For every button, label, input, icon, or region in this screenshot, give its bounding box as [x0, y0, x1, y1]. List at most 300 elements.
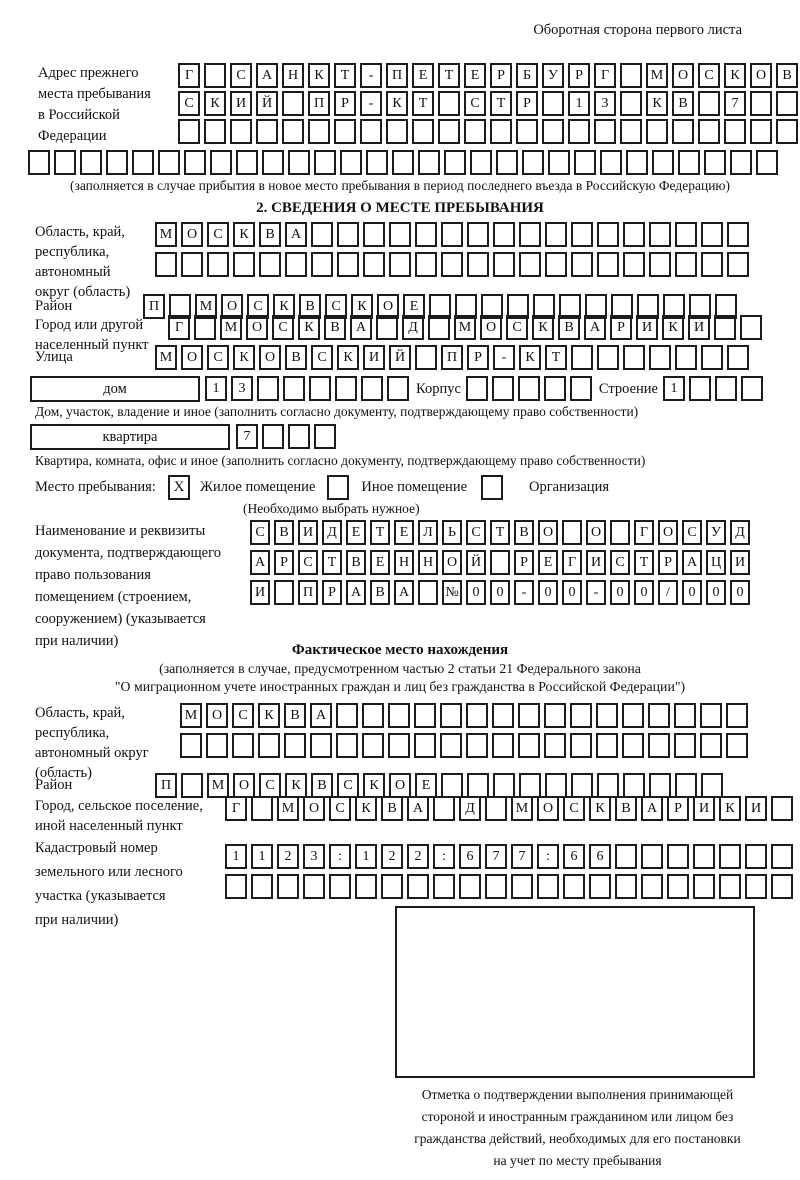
char-cell: [620, 63, 642, 88]
char-cell: -: [514, 580, 534, 605]
char-cell: Е: [415, 773, 437, 798]
char-cell: Н: [418, 550, 438, 575]
char-cell: [771, 844, 793, 869]
char-cell: [542, 91, 564, 116]
char-cell: И: [693, 796, 715, 821]
char-cell: [715, 376, 737, 401]
char-cell: [570, 733, 592, 758]
char-cell: [106, 150, 128, 175]
char-cell: П: [441, 345, 463, 370]
char-cell: О: [442, 550, 462, 575]
char-cell: [537, 874, 559, 899]
label-line: Город или другой: [35, 317, 144, 333]
char-cell: [340, 150, 362, 175]
char-cell: [519, 222, 541, 247]
char-cell: 3: [303, 844, 325, 869]
char-cell: [641, 874, 663, 899]
char-cell: В: [274, 520, 294, 545]
char-cell: [615, 844, 637, 869]
char-cell: В: [615, 796, 637, 821]
char-cell: [622, 733, 644, 758]
char-cell: [158, 150, 180, 175]
char-cell: [626, 150, 648, 175]
char-cell: [698, 119, 720, 144]
char-cell: 6: [459, 844, 481, 869]
char-cell: О: [750, 63, 772, 88]
char-cell: Р: [568, 63, 590, 88]
char-cell: О: [221, 294, 243, 319]
char-cell: 7: [724, 91, 746, 116]
char-cell: [700, 733, 722, 758]
label-line: республика,: [35, 244, 110, 260]
prev-address-row-3: [178, 119, 798, 144]
char-cell: [740, 315, 762, 340]
char-cell: [652, 150, 674, 175]
city-row: [168, 315, 762, 340]
char-cell: [362, 703, 384, 728]
char-cell: С: [329, 796, 351, 821]
char-cell: [251, 796, 273, 821]
char-cell: [571, 773, 593, 798]
char-cell: С: [250, 520, 270, 545]
char-cell: [467, 222, 489, 247]
char-cell: [615, 874, 637, 899]
char-cell: [674, 703, 696, 728]
char-cell: [771, 874, 793, 899]
char-cell: [511, 874, 533, 899]
char-cell: О: [259, 345, 281, 370]
char-cell: [597, 252, 619, 277]
char-cell: Р: [467, 345, 489, 370]
char-cell: Г: [178, 63, 200, 88]
label-line: земельного или лесного: [35, 864, 183, 880]
char-cell: Г: [562, 550, 582, 575]
char-cell: 6: [589, 844, 611, 869]
char-cell: [693, 844, 715, 869]
label-line: Наименование и реквизиты: [35, 523, 206, 539]
char-cell: [544, 733, 566, 758]
char-cell: А: [584, 315, 606, 340]
char-cell: Е: [538, 550, 558, 575]
actual-district-field: [35, 773, 800, 798]
char-cell: О: [246, 315, 268, 340]
char-cell: [571, 252, 593, 277]
char-cell: С: [466, 520, 486, 545]
char-cell: [496, 150, 518, 175]
char-cell: 1: [568, 91, 590, 116]
char-cell: Т: [490, 91, 512, 116]
char-cell: :: [329, 844, 351, 869]
char-cell: [387, 376, 409, 401]
char-cell: У: [706, 520, 726, 545]
char-cell: Г: [168, 315, 190, 340]
actual-location-title: Фактическое место нахождения: [291, 642, 509, 658]
char-cell: Г: [594, 63, 616, 88]
char-cell: [310, 733, 332, 758]
page-side-note: Оборотная сторона первого листа: [533, 22, 742, 38]
char-cell: [623, 252, 645, 277]
char-cell: [412, 119, 434, 144]
char-cell: А: [682, 550, 702, 575]
char-cell: 0: [682, 580, 702, 605]
char-cell: [181, 252, 203, 277]
char-cell: К: [337, 345, 359, 370]
char-cell: 1: [355, 844, 377, 869]
char-cell: [571, 222, 593, 247]
char-cell: [492, 376, 514, 401]
label-line: Область, край,: [35, 224, 125, 240]
char-cell: [704, 150, 726, 175]
char-cell: 7: [511, 844, 533, 869]
char-cell: О: [233, 773, 255, 798]
label-line: в Российской: [38, 107, 120, 123]
char-cell: [667, 844, 689, 869]
char-cell: [392, 150, 414, 175]
actual-location-subtitle-1: (заполняется в случае, предусмотренном частью 2 статьи 21 Федерального закона: [159, 661, 641, 676]
label-line: помещением (строением,: [35, 589, 192, 605]
actual-city-field: [35, 796, 800, 836]
apartment-field: [30, 424, 800, 450]
char-cell: :: [537, 844, 559, 869]
char-cell: Й: [256, 91, 278, 116]
char-cell: Е: [394, 520, 414, 545]
char-cell: А: [394, 580, 414, 605]
checkbox-residential-premises: X: [168, 475, 190, 500]
cadastral-row-2: [225, 874, 793, 899]
char-cell: [574, 150, 596, 175]
label-line: сооружением) (указывается: [35, 611, 206, 627]
prev-address-field: [38, 63, 800, 147]
char-cell: Т: [634, 550, 654, 575]
char-cell: [181, 773, 203, 798]
char-cell: [542, 119, 564, 144]
char-cell: [646, 119, 668, 144]
char-cell: В: [558, 315, 580, 340]
char-cell: [730, 150, 752, 175]
char-cell: Е: [412, 63, 434, 88]
char-cell: [233, 252, 255, 277]
char-cell: Р: [514, 550, 534, 575]
char-cell: [648, 703, 670, 728]
char-cell: [544, 376, 566, 401]
korpus-cells: [466, 376, 592, 401]
char-cell: С: [682, 520, 702, 545]
char-cell: [415, 345, 437, 370]
char-cell: С: [464, 91, 486, 116]
char-cell: [28, 150, 50, 175]
char-cell: [466, 376, 488, 401]
char-cell: Р: [658, 550, 678, 575]
char-cell: К: [363, 773, 385, 798]
char-cell: С: [259, 773, 281, 798]
char-cell: [336, 703, 358, 728]
char-cell: [719, 844, 741, 869]
label-line: право пользования: [35, 567, 151, 583]
char-cell: [236, 150, 258, 175]
char-cell: О: [181, 222, 203, 247]
char-cell: В: [381, 796, 403, 821]
char-cell: [597, 773, 619, 798]
char-cell: [284, 733, 306, 758]
document-row-2: [250, 550, 750, 575]
cadastral-row-1: [225, 844, 793, 869]
char-cell: [258, 733, 280, 758]
label-line: стороной и иностранным гражданином или лицом без: [421, 1109, 734, 1124]
char-cell: С: [230, 63, 252, 88]
char-cell: [492, 703, 514, 728]
apartment-type-box: квартира: [30, 424, 230, 450]
char-cell: О: [389, 773, 411, 798]
label-line: Город, сельское поселение,: [35, 798, 203, 814]
char-cell: [251, 874, 273, 899]
apartment-caption: Квартира, комната, офис и иное (заполнить согласно документу, подтверждающему право собственности): [35, 453, 646, 468]
confirmation-stamp-box: [395, 906, 755, 1078]
street-label: Улица: [35, 349, 73, 365]
char-cell: М: [454, 315, 476, 340]
char-cell: К: [285, 773, 307, 798]
char-cell: [745, 844, 767, 869]
char-cell: В: [324, 315, 346, 340]
char-cell: М: [646, 63, 668, 88]
char-cell: С: [610, 550, 630, 575]
stroenie-label: Строение: [598, 381, 658, 397]
char-cell: [428, 315, 450, 340]
char-cell: [363, 222, 385, 247]
char-cell: [568, 119, 590, 144]
char-cell: 2: [381, 844, 403, 869]
char-cell: [257, 376, 279, 401]
char-cell: С: [272, 315, 294, 340]
region-field: [35, 222, 800, 302]
actual-region-label: [35, 703, 180, 783]
char-cell: [337, 252, 359, 277]
char-cell: [285, 252, 307, 277]
char-cell: [225, 874, 247, 899]
char-cell: [545, 252, 567, 277]
char-cell: [388, 703, 410, 728]
char-cell: [262, 424, 284, 449]
char-cell: [597, 345, 619, 370]
char-cell: [620, 119, 642, 144]
char-cell: Т: [334, 63, 356, 88]
actual-region-row-1: [180, 703, 748, 728]
char-cell: С: [311, 345, 333, 370]
char-cell: [336, 733, 358, 758]
char-cell: Е: [403, 294, 425, 319]
char-cell: [259, 252, 281, 277]
char-cell: М: [511, 796, 533, 821]
residential-premises-label: Жилое помещение: [200, 479, 316, 495]
char-cell: [361, 376, 383, 401]
char-cell: О: [303, 796, 325, 821]
house-caption: Дом, участок, владение и иное (заполнить согласно документу, подтверждающему право собственности): [35, 404, 639, 419]
char-cell: К: [724, 63, 746, 88]
prev-address-label: [38, 63, 178, 147]
char-cell: [596, 703, 618, 728]
char-cell: Р: [516, 91, 538, 116]
char-cell: [674, 733, 696, 758]
char-cell: [466, 733, 488, 758]
stroenie-cells: [663, 376, 763, 401]
apartment-number-cells: [236, 424, 336, 449]
document-field: [35, 520, 800, 652]
char-cell: [649, 345, 671, 370]
char-cell: 0: [610, 580, 630, 605]
char-cell: Т: [490, 520, 510, 545]
char-cell: С: [178, 91, 200, 116]
char-cell: [545, 222, 567, 247]
char-cell: А: [346, 580, 366, 605]
char-cell: [441, 222, 463, 247]
label-line: иной населенный пункт: [35, 818, 183, 834]
char-cell: [418, 580, 438, 605]
char-cell: К: [351, 294, 373, 319]
actual-district-row: [155, 773, 723, 798]
label-line: Область, край,: [35, 705, 125, 721]
char-cell: [672, 119, 694, 144]
char-cell: [745, 874, 767, 899]
other-premises-label: Иное помещение: [361, 479, 468, 495]
char-cell: [675, 345, 697, 370]
label-line: документа, подтверждающего: [35, 545, 221, 561]
char-cell: В: [346, 550, 366, 575]
prev-address-row-4: [28, 150, 800, 175]
char-cell: 1: [251, 844, 273, 869]
char-cell: И: [298, 520, 318, 545]
char-cell: [589, 874, 611, 899]
char-cell: Г: [225, 796, 247, 821]
stay-type-field: [35, 475, 800, 500]
char-cell: [440, 703, 462, 728]
label-line: на учет по месту пребывания: [493, 1153, 662, 1168]
char-cell: К: [308, 63, 330, 88]
char-cell: [667, 874, 689, 899]
char-cell: Н: [282, 63, 304, 88]
char-cell: В: [311, 773, 333, 798]
actual-region-grid: [180, 703, 748, 758]
char-cell: [337, 222, 359, 247]
label-line: места пребывания: [38, 86, 151, 102]
char-cell: [388, 733, 410, 758]
char-cell: К: [258, 703, 280, 728]
char-cell: С: [325, 294, 347, 319]
char-cell: [415, 252, 437, 277]
char-cell: [492, 733, 514, 758]
char-cell: [493, 773, 515, 798]
char-cell: [414, 703, 436, 728]
char-cell: [490, 550, 510, 575]
label-line: округ (область): [35, 284, 131, 300]
char-cell: 0: [706, 580, 726, 605]
char-cell: [207, 252, 229, 277]
region-grid: [155, 222, 749, 277]
char-cell: [433, 796, 455, 821]
char-cell: И: [636, 315, 658, 340]
char-cell: К: [646, 91, 668, 116]
house-number-cells: [205, 376, 409, 401]
char-cell: О: [672, 63, 694, 88]
char-cell: Г: [634, 520, 654, 545]
char-cell: П: [155, 773, 177, 798]
char-cell: [314, 150, 336, 175]
label-line: Отметка о подтверждении выполнения принимающей: [421, 1087, 734, 1102]
char-cell: [741, 376, 763, 401]
char-cell: [418, 150, 440, 175]
char-cell: [610, 520, 630, 545]
char-cell: П: [386, 63, 408, 88]
korpus-label: Корпус: [416, 381, 461, 397]
char-cell: О: [658, 520, 678, 545]
char-cell: [441, 252, 463, 277]
street-row: [155, 345, 749, 370]
char-cell: О: [538, 520, 558, 545]
char-cell: Р: [667, 796, 689, 821]
char-cell: С: [698, 63, 720, 88]
char-cell: [701, 773, 723, 798]
char-cell: С: [506, 315, 528, 340]
char-cell: [80, 150, 102, 175]
char-cell: [334, 119, 356, 144]
prev-address-caption: (заполняется в случае прибытия в новое место пребывания в период последнего въезда в Российскую Федерацию): [69, 178, 731, 193]
char-cell: [641, 844, 663, 869]
char-cell: [518, 733, 540, 758]
char-cell: Б: [516, 63, 538, 88]
char-cell: -: [360, 63, 382, 88]
char-cell: 1: [205, 376, 227, 401]
char-cell: [493, 222, 515, 247]
char-cell: [516, 119, 538, 144]
char-cell: Т: [545, 345, 567, 370]
char-cell: [467, 773, 489, 798]
char-cell: [675, 222, 697, 247]
char-cell: [485, 796, 507, 821]
char-cell: [727, 345, 749, 370]
char-cell: Н: [394, 550, 414, 575]
char-cell: Р: [610, 315, 632, 340]
char-cell: [386, 119, 408, 144]
char-cell: [309, 376, 331, 401]
char-cell: [675, 773, 697, 798]
char-cell: О: [206, 703, 228, 728]
char-cell: К: [273, 294, 295, 319]
char-cell: Ц: [706, 550, 726, 575]
char-cell: [184, 150, 206, 175]
char-cell: В: [284, 703, 306, 728]
label-line: при наличии): [35, 912, 119, 928]
cadastral-label: [35, 836, 225, 932]
char-cell: И: [688, 315, 710, 340]
char-cell: Р: [274, 550, 294, 575]
char-cell: [311, 252, 333, 277]
char-cell: [262, 150, 284, 175]
char-cell: [562, 520, 582, 545]
char-cell: [571, 345, 593, 370]
char-cell: А: [256, 63, 278, 88]
char-cell: 2: [277, 844, 299, 869]
char-cell: М: [195, 294, 217, 319]
char-cell: Д: [730, 520, 750, 545]
char-cell: [678, 150, 700, 175]
char-cell: 6: [563, 844, 585, 869]
char-cell: [522, 150, 544, 175]
char-cell: 0: [634, 580, 654, 605]
document-label: [35, 520, 250, 652]
char-cell: [623, 345, 645, 370]
char-cell: [155, 252, 177, 277]
house-field: [30, 376, 800, 402]
char-cell: [256, 119, 278, 144]
char-cell: К: [233, 345, 255, 370]
